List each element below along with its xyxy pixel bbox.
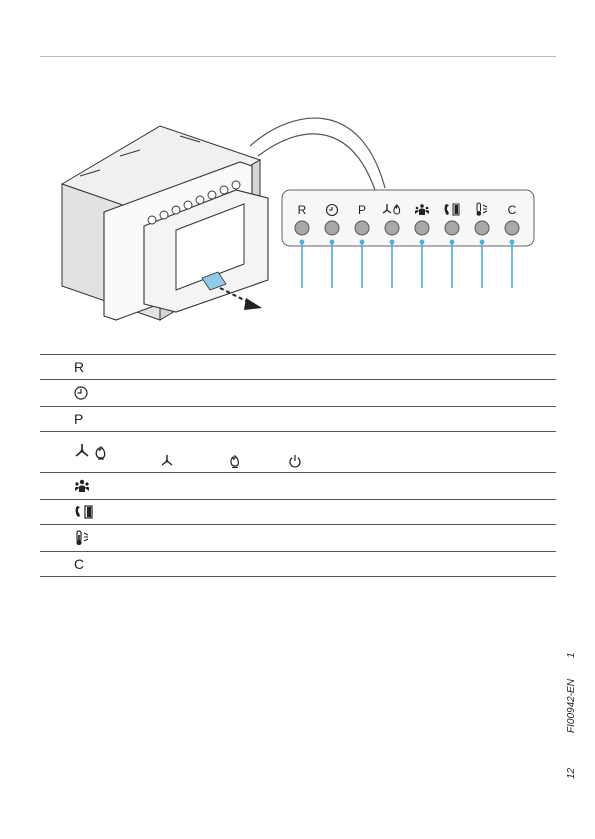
table-row <box>40 431 556 472</box>
page-number: 12 <box>566 767 577 779</box>
phone-door-icon <box>74 500 94 524</box>
indicator-led <box>385 221 399 235</box>
table-row <box>40 524 556 551</box>
leader-dot <box>330 240 335 245</box>
row-symbol-c: C <box>74 556 85 572</box>
power-icon <box>288 454 302 473</box>
revision-number: 1 <box>566 652 577 658</box>
leader-dot <box>360 240 365 245</box>
panel-label: P <box>357 203 367 217</box>
table-row <box>40 354 556 379</box>
leader-dot <box>450 240 455 245</box>
fan-icon <box>160 454 174 473</box>
top-rule <box>40 56 556 57</box>
flame-icon <box>228 454 242 473</box>
leader-dot <box>300 240 305 245</box>
indicator-led <box>415 221 429 235</box>
indicator-led <box>475 221 489 235</box>
device-illustration <box>40 100 560 340</box>
people-icon <box>74 473 90 499</box>
indicator-led <box>295 221 309 235</box>
row-symbol-r: R <box>74 359 85 375</box>
table-row <box>40 406 556 431</box>
row-symbol-p: P <box>74 411 84 427</box>
table-row <box>40 472 556 499</box>
table-row <box>40 379 556 406</box>
indicator-led <box>355 221 369 235</box>
panel-label: R <box>297 203 307 217</box>
indicator-led <box>325 221 339 235</box>
clock-icon <box>74 380 88 406</box>
table-row <box>40 499 556 524</box>
panel-label: C <box>507 203 517 217</box>
document-code: FI00942-EN <box>566 679 577 733</box>
indicator-led <box>505 221 519 235</box>
leader-dot <box>420 240 425 245</box>
leader-dot <box>510 240 515 245</box>
legend-table <box>40 354 556 577</box>
leader-dot <box>480 240 485 245</box>
leader-dot <box>390 240 395 245</box>
table-row <box>40 551 556 577</box>
indicator-led <box>445 221 459 235</box>
thermometer-icon <box>74 525 90 551</box>
